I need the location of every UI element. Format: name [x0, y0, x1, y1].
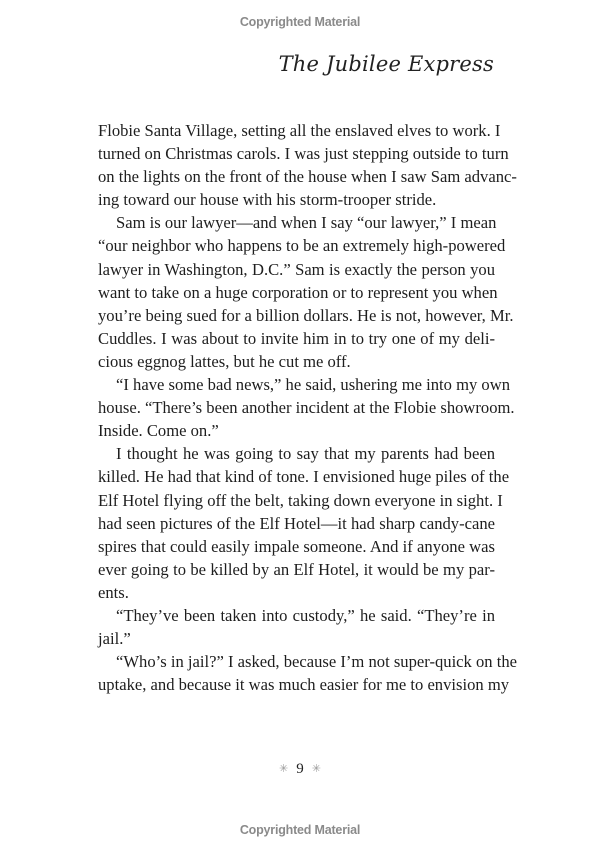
text-line: Elf Hotel flying off the belt, taking down everyone in sight. I — [98, 490, 503, 510]
copyright-watermark-bottom: Copyrighted Material — [239, 823, 361, 837]
text-line: killed. He had that kind of tone. I envisioned huge piles of the — [98, 467, 510, 487]
text-line: ing toward our house with his storm-trooper stride. — [98, 190, 437, 210]
text-line: ever going to be killed by an Elf Hotel, it would be my par- — [98, 559, 495, 579]
page-folio — [0, 761, 600, 778]
text-line: “Who’s in jail?” I asked, because I’m not super-quick on the — [116, 652, 518, 672]
text-line: Cuddles. I was about to invite him in to try one of my deli- — [98, 328, 495, 348]
text-line: spires that could easily impale someone. And if anyone was — [98, 536, 495, 556]
star-ornament-icon: ✳ — [279, 763, 289, 775]
copyright-watermark-top: Copyrighted Material — [239, 15, 361, 29]
text-line: jail.” — [98, 629, 131, 649]
text-line: want to take on a huge corporation or to represent you when — [98, 282, 498, 302]
text-line: Flobie Santa Village, setting all the enslaved elves to work. I — [98, 121, 501, 140]
text-line: uptake, and because it was much easier for me to envision my — [98, 675, 510, 695]
text-line: cious eggnog lattes, but he cut me off. — [98, 351, 351, 371]
text-line: ents. — [98, 582, 129, 602]
text-line: I thought he was going to say that my parents had been — [116, 444, 495, 464]
running-head-title: The Jubilee Express — [278, 52, 494, 76]
text-line: turned on Christmas carols. I was just stepping outside to turn — [98, 144, 509, 164]
text-line: you’re being sued for a billion dollars. He is not, however, Mr. — [98, 305, 514, 325]
text-line: house. “There’s been another incident at the Flobie showroom. — [98, 398, 515, 418]
page-number: 9 — [296, 761, 304, 777]
text-line: on the lights on the front of the house when I saw Sam advanc- — [98, 167, 517, 187]
star-ornament-icon: ✳ — [311, 763, 321, 775]
text-line: Sam is our lawyer—and when I say “our lawyer,” I mean — [116, 213, 497, 233]
text-line: “I have some bad news,” he said, ushering me into my own — [116, 375, 511, 395]
text-line: “They’ve been taken into custody,” he said. “They’re in — [116, 605, 495, 625]
body-text — [98, 119, 518, 696]
text-line: “our neighbor who happens to be an extremely high-powered — [98, 236, 506, 256]
text-line: Inside. Come on.” — [98, 421, 219, 441]
text-line: had seen pictures of the Elf Hotel—it had sharp candy-cane — [98, 513, 495, 533]
text-line: lawyer in Washington, D.C.” Sam is exactly the person you — [98, 259, 495, 279]
